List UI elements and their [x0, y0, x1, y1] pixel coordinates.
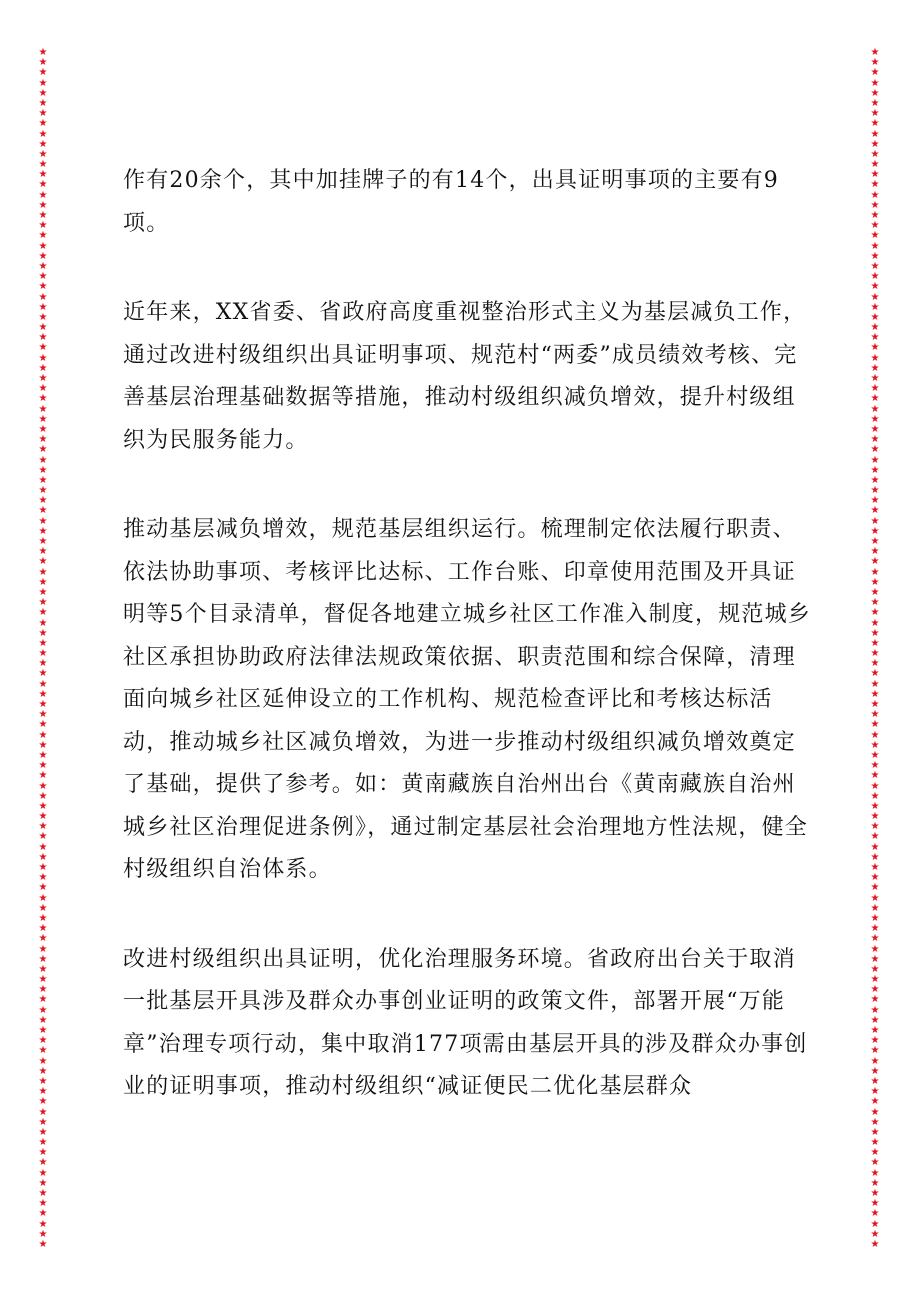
star-icon: ★	[870, 994, 880, 1006]
star-icon: ★	[38, 199, 48, 211]
star-icon: ★	[870, 464, 880, 476]
star-icon: ★	[870, 546, 880, 558]
star-icon: ★	[870, 882, 880, 894]
star-icon: ★	[870, 739, 880, 751]
star-icon: ★	[870, 933, 880, 945]
star-icon: ★	[870, 841, 880, 853]
star-icon: ★	[38, 841, 48, 853]
star-icon: ★	[870, 444, 880, 456]
paragraph-1: 作有20余个，其中加挂牌子的有14个，出具证明事项的主要有9项。	[123, 168, 779, 236]
star-icon: ★	[870, 495, 880, 507]
star-icon: ★	[38, 179, 48, 191]
star-icon: ★	[38, 1055, 48, 1067]
star-icon: ★	[870, 892, 880, 904]
star-icon: ★	[38, 902, 48, 914]
star-icon: ★	[38, 556, 48, 568]
star-icon: ★	[870, 780, 880, 792]
star-icon: ★	[38, 862, 48, 873]
star-icon: ★	[38, 322, 48, 334]
star-icon: ★	[870, 128, 880, 140]
star-icon: ★	[870, 454, 880, 466]
star-icon: ★	[870, 709, 880, 721]
star-icon: ★	[870, 57, 880, 69]
star-icon: ★	[38, 953, 48, 965]
star-icon: ★	[38, 97, 48, 109]
left-star-border	[36, 48, 50, 1258]
star-icon: ★	[38, 87, 48, 99]
star-icon: ★	[870, 953, 880, 965]
star-icon: ★	[870, 281, 880, 293]
star-icon: ★	[870, 536, 880, 547]
star-icon: ★	[38, 1086, 48, 1098]
star-icon: ★	[38, 617, 48, 629]
star-icon: ★	[38, 760, 48, 772]
star-icon: ★	[38, 1106, 48, 1118]
star-icon: ★	[870, 362, 880, 374]
star-icon: ★	[870, 862, 880, 873]
star-icon: ★	[870, 1075, 880, 1087]
star-icon: ★	[38, 912, 48, 924]
star-icon: ★	[870, 1055, 880, 1067]
star-icon: ★	[870, 821, 880, 833]
star-icon: ★	[38, 963, 48, 975]
star-icon: ★	[38, 1228, 48, 1240]
star-icon: ★	[38, 444, 48, 456]
star-icon: ★	[38, 831, 48, 843]
star-icon: ★	[38, 515, 48, 527]
star-icon: ★	[870, 525, 880, 537]
star-icon: ★	[870, 699, 880, 710]
star-icon: ★	[870, 403, 880, 415]
star-icon: ★	[38, 1147, 48, 1159]
star-icon: ★	[870, 148, 880, 160]
star-icon: ★	[38, 464, 48, 476]
star-icon: ★	[38, 1167, 48, 1179]
star-icon: ★	[870, 831, 880, 843]
star-icon: ★	[38, 373, 48, 384]
star-icon: ★	[38, 1065, 48, 1077]
star-icon: ★	[870, 607, 880, 619]
star-icon: ★	[870, 627, 880, 639]
star-icon: ★	[38, 413, 48, 425]
star-icon: ★	[870, 800, 880, 812]
star-icon: ★	[38, 67, 48, 79]
star-icon: ★	[870, 1188, 880, 1199]
star-icon: ★	[38, 1126, 48, 1138]
star-icon: ★	[38, 882, 48, 894]
star-icon: ★	[870, 77, 880, 89]
star-icon: ★	[870, 169, 880, 181]
star-icon: ★	[38, 189, 48, 201]
star-icon: ★	[38, 1188, 48, 1199]
star-icon: ★	[870, 199, 880, 211]
star-icon: ★	[870, 220, 880, 232]
star-icon: ★	[38, 495, 48, 507]
star-icon: ★	[870, 1167, 880, 1179]
star-icon: ★	[38, 159, 48, 171]
star-icon: ★	[870, 648, 880, 660]
star-icon: ★	[870, 658, 880, 670]
star-icon: ★	[870, 485, 880, 497]
star-icon: ★	[870, 943, 880, 955]
star-icon: ★	[38, 1137, 48, 1149]
star-icon: ★	[870, 851, 880, 863]
star-icon: ★	[870, 770, 880, 782]
star-icon: ★	[870, 872, 880, 884]
star-icon: ★	[870, 67, 880, 79]
star-icon: ★	[38, 301, 48, 313]
star-icon: ★	[870, 597, 880, 609]
star-icon: ★	[870, 138, 880, 150]
star-icon: ★	[38, 729, 48, 741]
star-icon: ★	[870, 719, 880, 731]
star-icon: ★	[870, 159, 880, 171]
star-icon: ★	[870, 48, 880, 58]
star-icon: ★	[38, 1045, 48, 1057]
star-icon: ★	[870, 1126, 880, 1138]
star-icon: ★	[870, 474, 880, 486]
star-icon: ★	[870, 291, 880, 303]
star-icon: ★	[870, 434, 880, 446]
star-icon: ★	[870, 1035, 880, 1047]
star-icon: ★	[870, 383, 880, 395]
star-icon: ★	[38, 474, 48, 486]
star-icon: ★	[38, 943, 48, 955]
star-icon: ★	[38, 709, 48, 721]
star-icon: ★	[38, 678, 48, 690]
star-icon: ★	[38, 148, 48, 160]
star-icon: ★	[38, 770, 48, 782]
star-icon: ★	[870, 1106, 880, 1118]
star-icon: ★	[38, 536, 48, 547]
star-icon: ★	[38, 108, 48, 120]
star-icon: ★	[38, 923, 48, 935]
star-icon: ★	[38, 546, 48, 558]
star-icon: ★	[38, 811, 48, 823]
star-icon: ★	[870, 230, 880, 242]
star-icon: ★	[870, 423, 880, 435]
star-icon: ★	[870, 1086, 880, 1098]
star-icon: ★	[38, 851, 48, 863]
star-icon: ★	[870, 352, 880, 364]
star-icon: ★	[870, 108, 880, 120]
star-icon: ★	[38, 1238, 48, 1250]
star-icon: ★	[38, 383, 48, 395]
paragraph-4: 改进村级组织出具证明，优化治理服务环境。省政府出台关于取消一批基层开具涉及群众办事创业证明的政策文件，部署开展“万能章”治理专项行动，集中取消177项需由基层开具的涉及群众办事创业的证明事项，推动村级组织“减证便民二优化基层群众	[123, 946, 808, 1099]
star-icon: ★	[38, 576, 48, 588]
star-icon: ★	[870, 566, 880, 578]
star-icon: ★	[38, 291, 48, 303]
star-icon: ★	[870, 668, 880, 680]
star-icon: ★	[870, 1137, 880, 1149]
star-icon: ★	[870, 322, 880, 334]
star-icon: ★	[870, 97, 880, 109]
star-icon: ★	[38, 1096, 48, 1108]
star-icon: ★	[870, 87, 880, 99]
star-icon: ★	[38, 1177, 48, 1189]
star-icon: ★	[38, 648, 48, 660]
star-icon: ★	[870, 311, 880, 323]
star-icon: ★	[38, 607, 48, 619]
star-icon: ★	[870, 1198, 880, 1210]
star-icon: ★	[870, 1157, 880, 1169]
star-icon: ★	[870, 189, 880, 201]
star-icon: ★	[870, 250, 880, 262]
star-icon: ★	[870, 271, 880, 283]
star-icon: ★	[38, 1157, 48, 1169]
star-icon: ★	[38, 1075, 48, 1087]
star-icon: ★	[38, 362, 48, 374]
star-icon: ★	[38, 57, 48, 69]
star-icon: ★	[870, 1065, 880, 1077]
star-icon: ★	[870, 210, 880, 221]
star-icon: ★	[38, 332, 48, 344]
star-icon: ★	[38, 933, 48, 945]
star-icon: ★	[870, 1218, 880, 1230]
star-icon: ★	[870, 617, 880, 629]
star-icon: ★	[38, 658, 48, 670]
star-icon: ★	[38, 872, 48, 884]
star-icon: ★	[38, 586, 48, 598]
star-icon: ★	[870, 811, 880, 823]
star-icon: ★	[38, 1208, 48, 1220]
star-icon: ★	[38, 994, 48, 1006]
star-icon: ★	[870, 1238, 880, 1250]
star-icon: ★	[38, 525, 48, 537]
star-icon: ★	[38, 393, 48, 405]
star-icon: ★	[38, 974, 48, 986]
star-icon: ★	[38, 260, 48, 272]
star-icon: ★	[870, 1228, 880, 1240]
star-icon: ★	[870, 912, 880, 924]
star-icon: ★	[870, 332, 880, 344]
star-icon: ★	[870, 260, 880, 272]
star-icon: ★	[870, 984, 880, 996]
star-icon: ★	[870, 576, 880, 588]
star-icon: ★	[38, 627, 48, 639]
star-icon: ★	[38, 434, 48, 446]
star-icon: ★	[38, 281, 48, 293]
star-icon: ★	[38, 1004, 48, 1016]
star-icon: ★	[870, 1208, 880, 1220]
star-icon: ★	[38, 984, 48, 996]
star-icon: ★	[38, 454, 48, 466]
star-icon: ★	[38, 352, 48, 364]
star-icon: ★	[38, 1025, 48, 1036]
star-icon: ★	[38, 1014, 48, 1026]
star-icon: ★	[870, 413, 880, 425]
star-icon: ★	[870, 1004, 880, 1016]
star-icon: ★	[870, 974, 880, 986]
star-icon: ★	[38, 485, 48, 497]
star-icon: ★	[38, 128, 48, 140]
star-icon: ★	[38, 240, 48, 252]
star-icon: ★	[38, 169, 48, 181]
document-body	[123, 160, 813, 1109]
star-icon: ★	[38, 48, 48, 58]
star-icon: ★	[870, 729, 880, 741]
star-icon: ★	[38, 138, 48, 150]
star-icon: ★	[38, 423, 48, 435]
star-icon: ★	[870, 1025, 880, 1036]
paragraph-3: 推动基层减负增效，规范基层组织运行。梳理制定依法履行职责、依法协助事项、考核评比达标、工作台账、印章使用范围及开具证明等5个目录清单，督促各地建立城乡社区工作准入制度，规范城乡社区承担协助政府法律法规政策依据、职责范围和综合保障，清理面向城乡社区延伸设立的工作机构、规范检查评比和考核达标活动，推动城乡社区减负增效，为进一步推动村级组织减负增效奠定了基础，提供了参考。如：黄南藏族自治州出台《黄南藏族自治州城乡社区治理促进条例》，通过制定基层社会治理地方性法规，健全村级组织自治体系。	[123, 517, 811, 882]
star-icon: ★	[870, 963, 880, 975]
star-icon: ★	[870, 301, 880, 313]
star-icon: ★	[870, 637, 880, 649]
star-icon: ★	[870, 373, 880, 384]
star-icon: ★	[870, 688, 880, 700]
star-icon: ★	[38, 699, 48, 710]
star-icon: ★	[38, 1198, 48, 1210]
star-icon: ★	[38, 220, 48, 232]
star-icon: ★	[870, 118, 880, 130]
star-icon: ★	[38, 780, 48, 792]
paragraph-2: 近年来，XX省委、省政府高度重视整治形式主义为基层减负工作，通过改进村级组织出具证明事项、规范村“两委”成员绩效考核、完善基层治理基础数据等措施，推动村级组织减负增效，提升村级组织为民服务能力。	[123, 300, 807, 453]
star-icon: ★	[38, 1218, 48, 1230]
star-icon: ★	[38, 250, 48, 262]
star-icon: ★	[870, 179, 880, 191]
star-icon: ★	[38, 668, 48, 680]
star-icon: ★	[870, 1045, 880, 1057]
star-icon: ★	[870, 240, 880, 252]
star-icon: ★	[870, 923, 880, 935]
star-icon: ★	[870, 749, 880, 761]
star-icon: ★	[38, 790, 48, 802]
star-icon: ★	[870, 678, 880, 690]
star-icon: ★	[870, 1177, 880, 1189]
star-icon: ★	[870, 1116, 880, 1128]
star-icon: ★	[870, 760, 880, 772]
star-icon: ★	[870, 586, 880, 598]
star-icon: ★	[870, 1147, 880, 1159]
star-icon: ★	[38, 719, 48, 731]
star-icon: ★	[870, 790, 880, 802]
star-icon: ★	[38, 566, 48, 578]
star-icon: ★	[870, 1014, 880, 1026]
star-icon: ★	[38, 749, 48, 761]
star-icon: ★	[38, 118, 48, 130]
star-icon: ★	[38, 739, 48, 751]
star-icon: ★	[38, 597, 48, 609]
star-icon: ★	[38, 821, 48, 833]
right-star-border	[868, 48, 882, 1258]
star-icon: ★	[38, 230, 48, 242]
star-icon: ★	[38, 403, 48, 415]
star-icon: ★	[38, 1035, 48, 1047]
star-icon: ★	[870, 342, 880, 354]
star-icon: ★	[38, 637, 48, 649]
star-icon: ★	[38, 1116, 48, 1128]
star-icon: ★	[38, 505, 48, 517]
star-icon: ★	[38, 77, 48, 89]
star-icon: ★	[38, 210, 48, 221]
star-icon: ★	[870, 556, 880, 568]
star-icon: ★	[38, 342, 48, 354]
star-icon: ★	[870, 902, 880, 914]
star-icon: ★	[38, 688, 48, 700]
star-icon: ★	[38, 892, 48, 904]
star-icon: ★	[38, 311, 48, 323]
star-icon: ★	[870, 515, 880, 527]
star-icon: ★	[870, 505, 880, 517]
star-icon: ★	[38, 271, 48, 283]
star-icon: ★	[870, 393, 880, 405]
star-icon: ★	[870, 1096, 880, 1108]
star-icon: ★	[38, 800, 48, 812]
